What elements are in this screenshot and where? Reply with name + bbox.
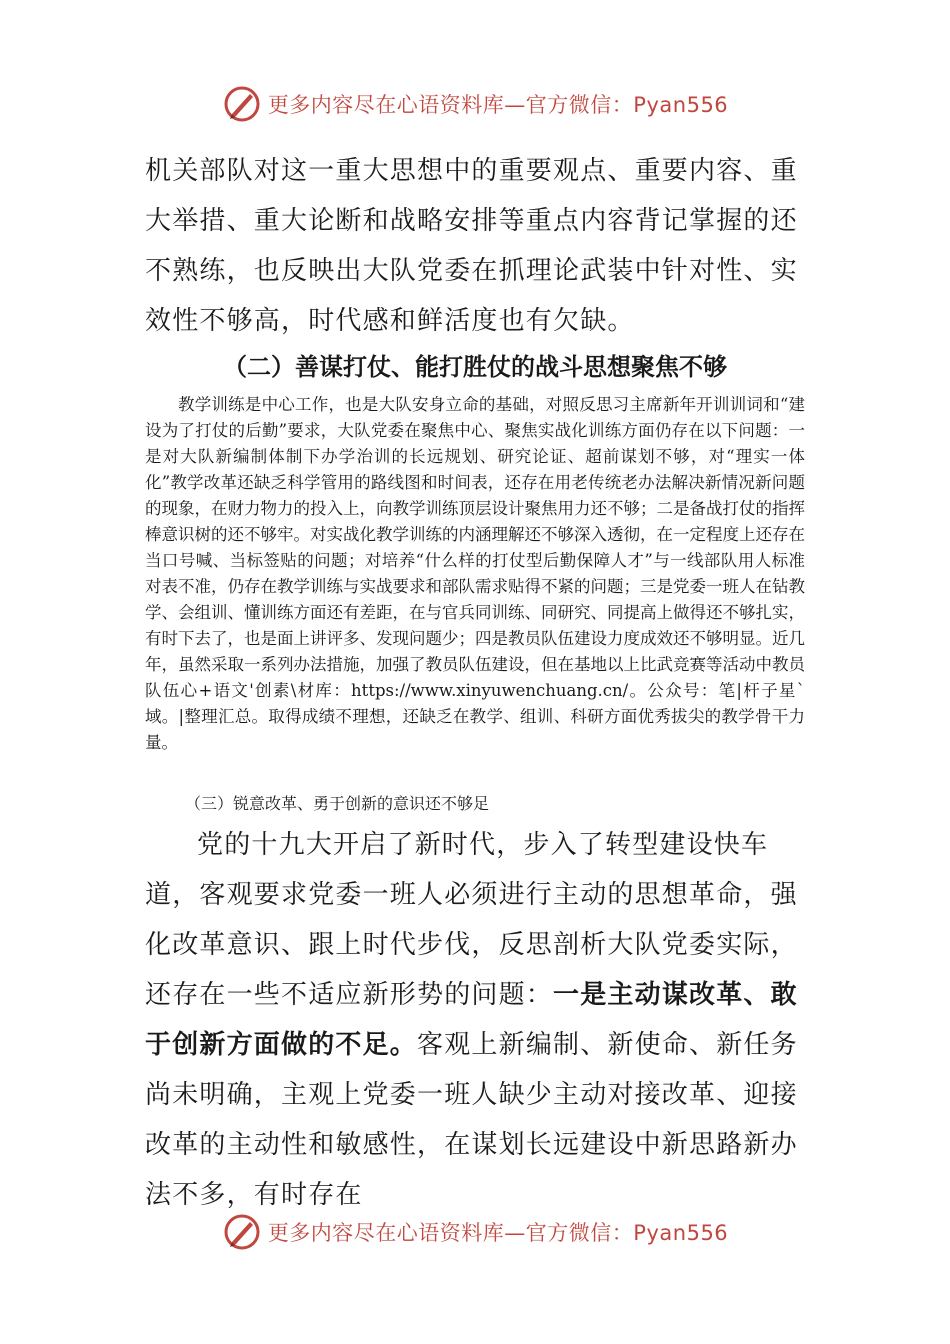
section3-heading: （三）锐意改革、勇于创新的意识还不够足	[185, 794, 490, 813]
section3-tail: 客观上新编制、新使命、新任务尚未明确，主观上党委一班人缺少主动对接改革、迎接改革的主动性和敏感性，在谋划长远建设中新思路新办法不多，有时存在	[145, 1030, 798, 1210]
pen-logo-icon	[222, 1212, 262, 1252]
section2-body: 教学训练是中心工作，也是大队安身立命的基础，对照反思习主席新年开训训词和“建设为了打仗的后勤”要求，大队党委在聚焦中心、聚焦实战化训练方面仍存在以下问题：一是对大队新编制体制下办学治训的长远规划、研究论证、超前谋划不够，对“理实一体化”教学改革还缺乏科学管用的路线图和时间表，还存在用老传统老办法解决新情况新问题的现象，在财力物力的投入上，向教学训练顶层设计聚焦用力还不够；二是备战打仗的指挥棒意识树的还不够牢。对实战化教学训练的内涵理解还不够深入透彻，在一定程度上还存在当口号喊、当标签贴的问题；对培养“什么样的打仗型后勤保障人才”与一线部队用人标准对表不准，仍存在教学训练与实战要求和部队需求贴得不紧的问题；三是党委一班人在钻教学、会组训、懂训练方面还有差距，在与官兵同训练、同研究、同提高上做得还不够扎实，有时下去了，也是面上讲评多、发现问题少；四是教员队伍建设力度成效还不够明显。近几年，虽然采取一系列办法措施，加强了教员队伍建设，但在基地以上比武竞赛等活动中教员队伍心+语文'创素\材库：https://www.xinyuwenchuang.cn/。公众号：笔|杆子星`域。|整理汇总。取得成绩不理想，还缺乏在教学、组训、科研方面优秀拔尖的教学骨干力量。	[145, 395, 805, 752]
section1-paragraph	[145, 146, 805, 346]
section3-paragraph	[145, 820, 805, 1220]
footer-banner-text: 更多内容尽在心语资料库—官方微信：Pyan556	[267, 1221, 729, 1245]
pen-logo-icon	[222, 84, 262, 124]
section3-lead: 党的十九大开启了新时代，步入了转型建设快车道，客观要求党委一班人必须进行主动的思想革命，强化改革意识、跟上时代步伐，反思剖析大队党委实际，还存在一些不适应新形势的问题：	[145, 830, 798, 1010]
section2-heading: （二）善谋打仗、能打胜仗的战斗思想聚焦不够	[223, 353, 727, 381]
header-banner-text: 更多内容尽在心语资料库—官方微信：Pyan556	[267, 93, 729, 117]
section1-text: 机关部队对这一重大思想中的重要观点、重要内容、重大举措、重大论断和战略安排等重点内容背记掌握的还不熟练，也反映出大队党委在抓理论武装中针对性、实效性不够高，时代感和鲜活度也有欠缺。	[145, 156, 798, 336]
section3-bold: 一是主动谋改革、敢于创新方面做的不足。	[145, 980, 798, 1060]
section3-text	[145, 820, 805, 1220]
footer-banner	[0, 1208, 950, 1256]
header-banner	[0, 80, 950, 128]
